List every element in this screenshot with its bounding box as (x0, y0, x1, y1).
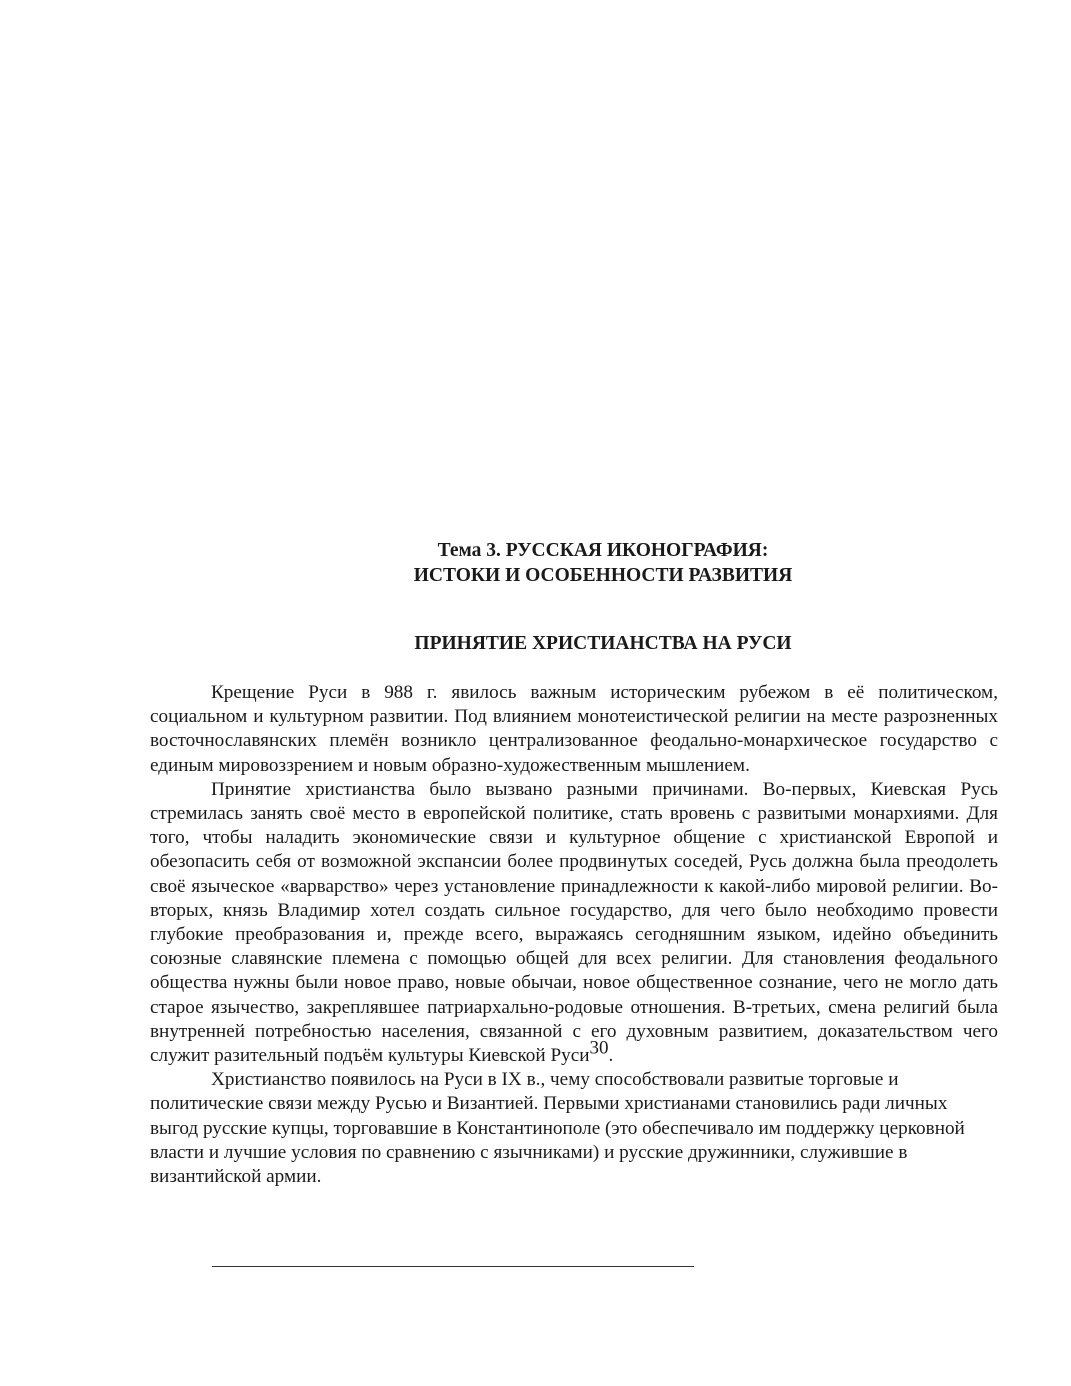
footnote-separator (212, 1266, 694, 1267)
paragraph-reasons (150, 778, 998, 1068)
body-text (150, 681, 998, 1189)
paragraph-christianity-spread: Христианство появилось на Руси в IX в., чему способствовали развитые торговые и политические связи между Русью и Византией. Первыми христианами становились ради личных выгод русские купцы, торговавшие в Константинополе (это обеспечивало им поддержку церковной власти и лучшие условия по сравнению с язычниками) и русские дружинники, служившие в византийской армии. (150, 1069, 965, 1188)
footnote-reference: 30 (589, 1037, 609, 1059)
topic-title-line-2: ИСТОКИ И ОСОБЕННОСТИ РАЗВИТИЯ (413, 565, 793, 586)
paragraph-reasons-text: Принятие христианства было вызвано разными причинами. Во-первых, Киевская Русь стремилась занять своё место в европейской политике, стать вровень с развитыми монархиями. Для того, чтобы наладить экономические связи и культурное общение с христианской Европой и обезопасить себя от возможной экспансии более продвинутых соседей, Русь должна была преодолеть своё языческое «варварство» через установление принадлежности к какой-либо мировой религии. Во-вторых, князь Владимир хотел создать сильное государство, для чего было необходимо провести глубокие преобразования и, прежде всего, выражаясь сегодняшним языком, идейно объединить союзные славянские племена с помощью общей для всех религии. Для становления феодального общества нужны были новое право, новые обычаи, новое общественное сознание, чего не могло дать старое язычество, закреплявшее патриархально-родовые отношения. В-третьих, смена религий была внутренней потребностью населения, связанной с его духовным развитием, доказательством чего служит разительный подъём культуры Киевской Руси (150, 778, 998, 1067)
topic-title (150, 538, 1056, 588)
paragraph-baptism: Крещение Руси в 988 г. явилось важным историческим рубежом в её политическом, социальном и культурном развитии. Под влиянием монотеистической религии на месте разрозненных восточнославянских племён возникло централизованное феодально-монархическое государство с единым мировоззрением и новым образно-художественным мышлением. (150, 682, 998, 776)
paragraph-reasons-end: . (608, 1045, 614, 1067)
section-title: ПРИНЯТИЕ ХРИСТИАНСТВА НА РУСИ (414, 633, 792, 654)
topic-title-line-1: Тема 3. РУССКАЯ ИКОНОГРАФИЯ: (437, 540, 769, 561)
